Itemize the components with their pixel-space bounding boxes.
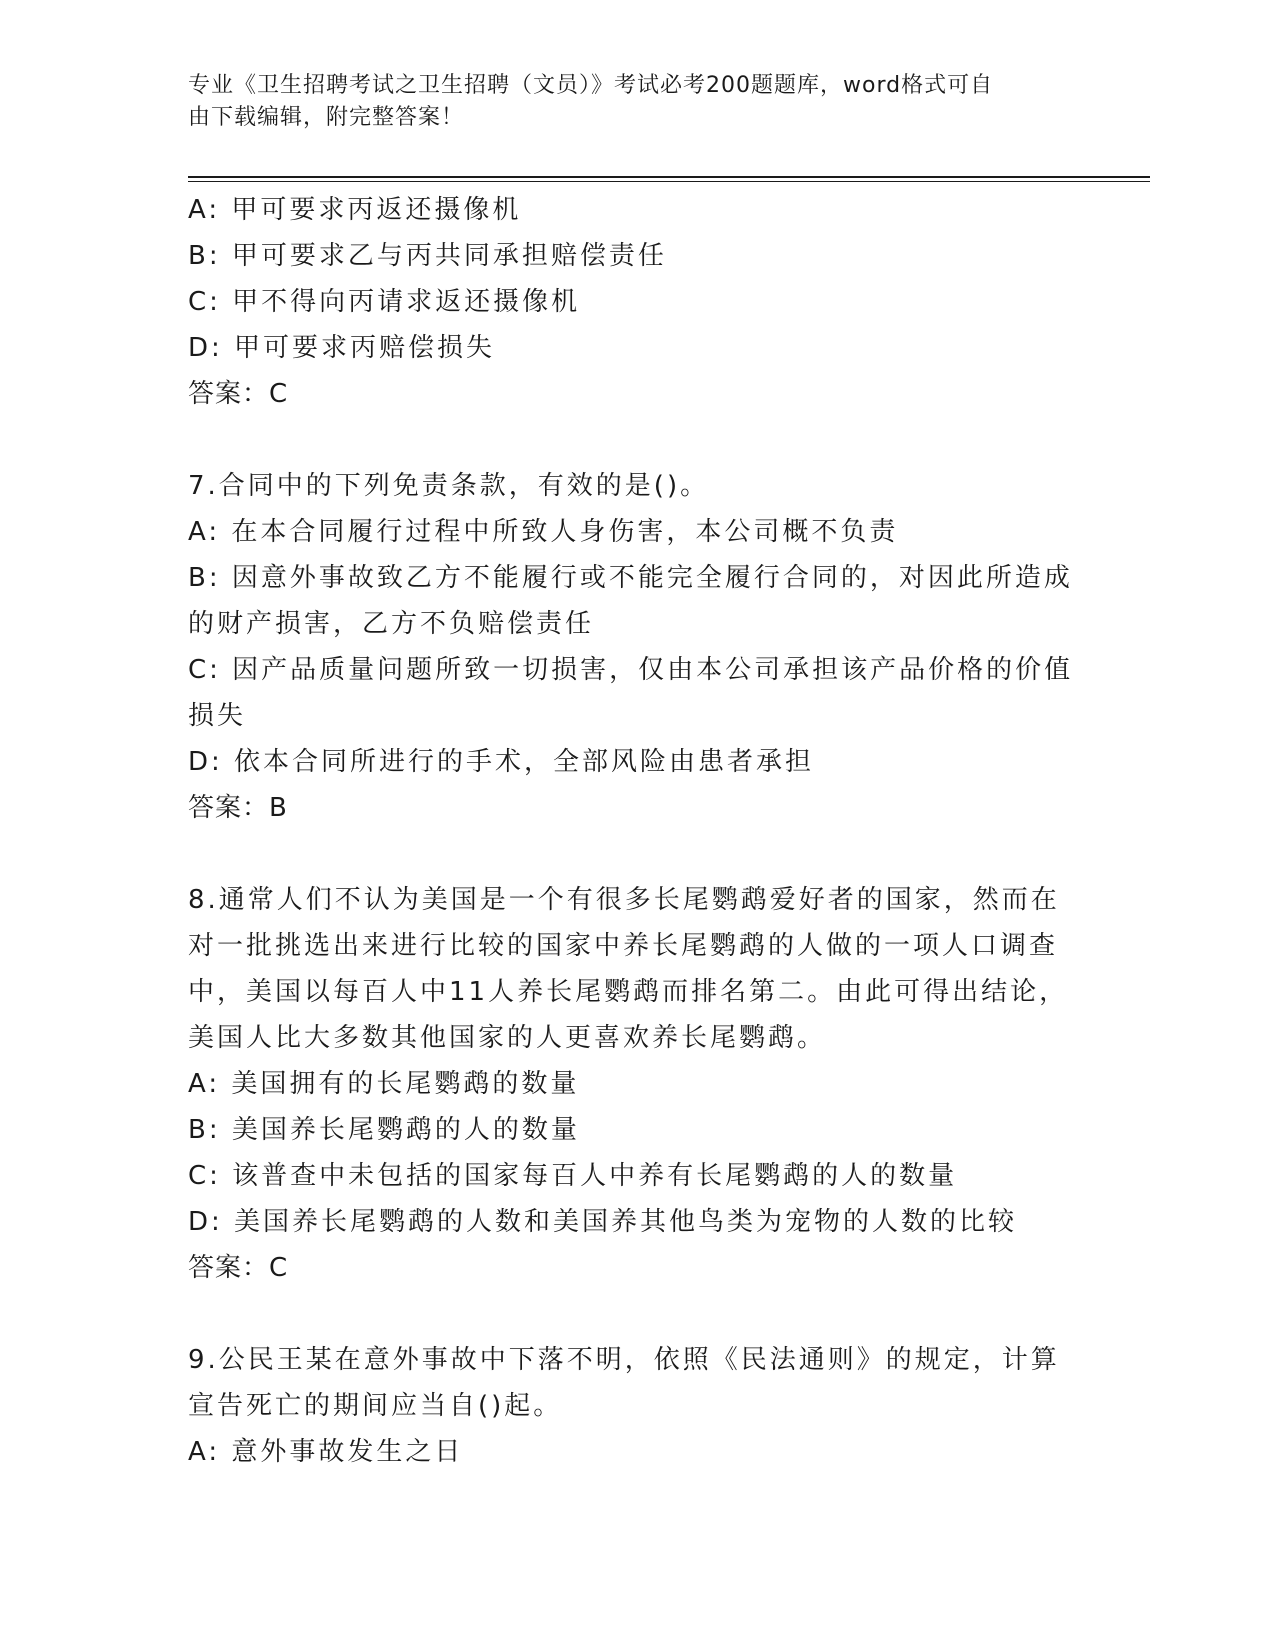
q8-option-b: B: 美国养长尾鹦鹉的人的数量 — [188, 1115, 580, 1145]
q7-answer: 答案：B — [188, 793, 288, 823]
q7-option-b-line-1: B: 因意外事故致乙方不能履行或不能完全履行合同的，对因此所造成 — [188, 563, 1073, 593]
document-header — [188, 70, 1068, 134]
q9-option-a: A: 意外事故发生之日 — [188, 1437, 464, 1467]
q8-option-d: D: 美国养长尾鹦鹉的人数和美国养其他鸟类为宠物的人数的比较 — [188, 1207, 1018, 1237]
q7-option-d: D: 依本合同所进行的手术，全部风险由患者承担 — [188, 747, 815, 777]
q7-stem: 7.合同中的下列免责条款，有效的是()。 — [188, 471, 710, 501]
q8-option-a: A: 美国拥有的长尾鹦鹉的数量 — [188, 1069, 580, 1099]
q6-option-b: B: 甲可要求乙与丙共同承担赔偿责任 — [188, 241, 667, 271]
q8-answer: 答案：C — [188, 1253, 289, 1283]
header-rule-thick — [188, 176, 1150, 178]
q9-stem-line-1: 9.公民王某在意外事故中下落不明，依照《民法通则》的规定，计算 — [188, 1345, 1060, 1375]
q8-stem-line-4: 美国人比大多数其他国家的人更喜欢养长尾鹦鹉。 — [188, 1023, 827, 1053]
q8-stem-line-2: 对一批挑选出来进行比较的国家中养长尾鹦鹉的人做的一项人口调查 — [188, 931, 1059, 961]
header-line-1: 专业《卫生招聘考试之卫生招聘（文员）》考试必考200题题库，word格式可自 — [188, 73, 994, 98]
q7-option-c-line-2: 损失 — [188, 701, 247, 731]
q7-option-a: A: 在本合同履行过程中所致人身伤害，本公司概不负责 — [188, 517, 899, 547]
spacer — [188, 417, 1088, 463]
document-body — [188, 187, 1088, 1475]
question-7 — [188, 463, 1088, 831]
q8-stem-line-3: 中，美国以每百人中11人养长尾鹦鹉而排名第二。由此可得出结论， — [188, 977, 1069, 1007]
q7-option-c-line-1: C: 因产品质量问题所致一切损害，仅由本公司承担该产品价格的价值 — [188, 655, 1074, 685]
q6-option-c: C: 甲不得向丙请求返还摄像机 — [188, 287, 581, 317]
header-rule-thin — [188, 181, 1150, 182]
q7-option-b-line-2: 的财产损害，乙方不负赔偿责任 — [188, 609, 595, 639]
q8-option-c: C: 该普查中未包括的国家每百人中养有长尾鹦鹉的人的数量 — [188, 1161, 958, 1191]
spacer — [188, 1291, 1088, 1337]
q6-option-a: A: 甲可要求丙返还摄像机 — [188, 195, 522, 225]
spacer — [188, 831, 1088, 877]
header-line-2: 由下载编辑，附完整答案！ — [188, 105, 465, 130]
q6-answer: 答案：C — [188, 379, 289, 409]
question-9 — [188, 1337, 1088, 1475]
question-6 — [188, 187, 1088, 417]
q8-stem-line-1: 8.通常人们不认为美国是一个有很多长尾鹦鹉爱好者的国家，然而在 — [188, 885, 1060, 915]
q9-stem-line-2: 宣告死亡的期间应当自()起。 — [188, 1391, 563, 1421]
q6-option-d: D: 甲可要求丙赔偿损失 — [188, 333, 496, 363]
question-8 — [188, 877, 1088, 1291]
